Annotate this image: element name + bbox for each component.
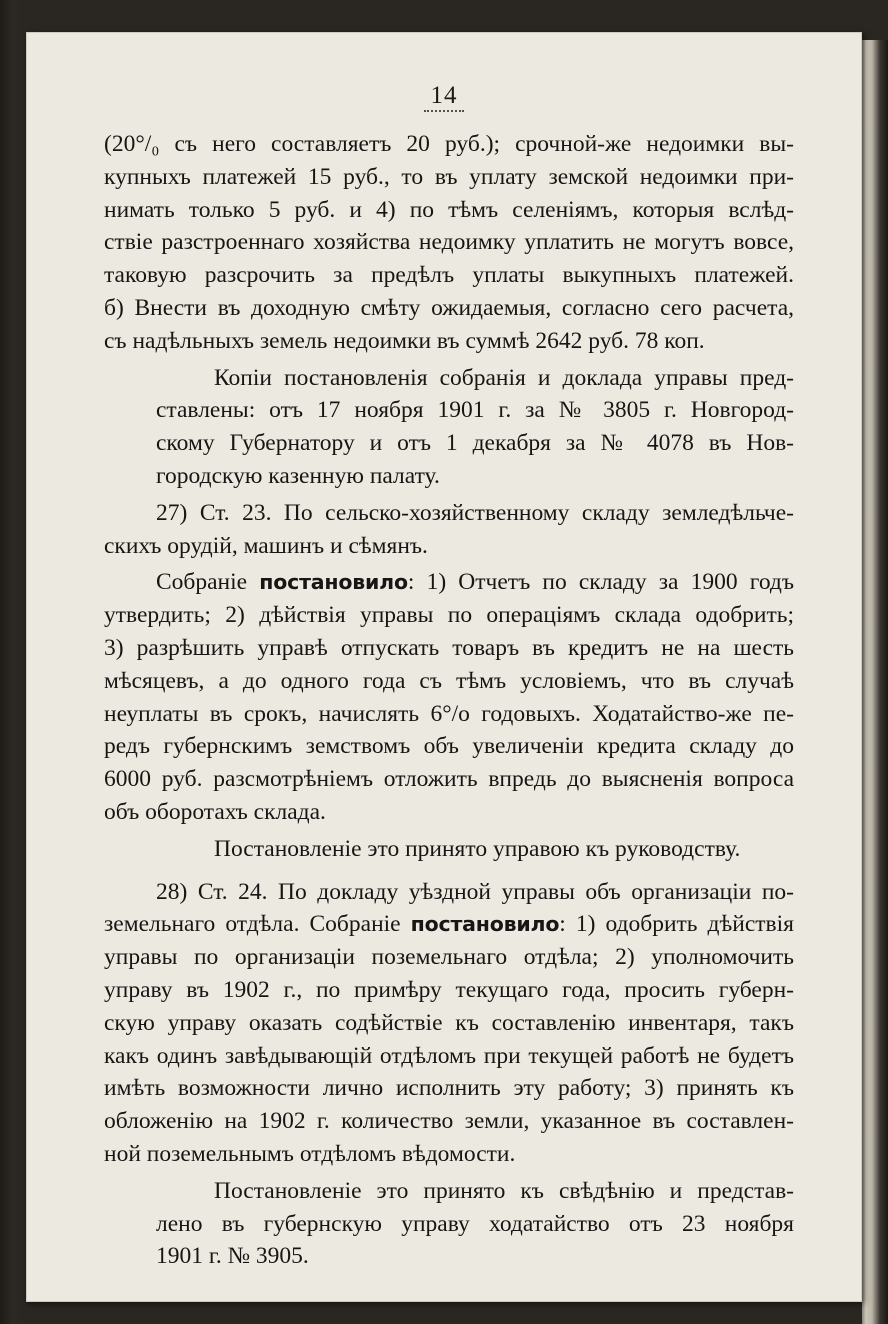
text-line: какъ одинъ завѣдывающій отдѣломъ при текущей работѣ не будетъ <box>104 1042 794 1069</box>
text-line: таковую разсрочить за предѣлъ уплаты выкупныхъ платежей. <box>104 262 794 289</box>
paragraph-continued <box>104 128 794 358</box>
text-line: Постановленіе это принято къ свѣдѣнію и представ- <box>214 1177 794 1204</box>
paragraph-accepted-28 <box>104 1175 794 1273</box>
paragraph-resolution-27 <box>104 566 794 828</box>
text-line: неуплаты въ срокъ, начислять 6°/о годовыхъ. Ходатайство-же пе- <box>104 700 794 727</box>
text-line: Копіи постановленія собранія и доклада управы пред- <box>214 364 794 391</box>
text-line: ной поземельнымъ отдѣломъ вѣдомости. <box>104 1140 516 1167</box>
text-line: 27) Ст. 23. По сельско-хозяйственному складу земледѣльче- <box>156 499 794 526</box>
text-line: (20°/₀ съ него составляетъ 20 руб.); срочной-же недоимки вы- <box>104 131 794 157</box>
text-line: имѣть возможности лично исполнить эту работу; 3) принять къ <box>104 1075 794 1102</box>
text-line: нимать только 5 руб. и 4) по тѣмъ селеніямъ, которыя вслѣд- <box>104 196 794 223</box>
text-line: ставлены: отъ 17 ноября 1901 г. за № 3805 г. Новгород- <box>156 397 794 424</box>
text-fragment: : 1) одобрить дѣйствія <box>559 911 794 938</box>
text-line: объ оборотахъ склада. <box>104 798 326 825</box>
text-line: б) Внести въ доходную смѣту ожидаемыя, согласно сего расчета, <box>104 294 794 321</box>
text-line: управы по организаціи поземельнаго отдѣла; 2) уполномочить <box>104 944 794 971</box>
text-line: купныхъ платежей 15 руб., то въ уплату земской недоимки при- <box>104 163 794 190</box>
text-line: лено въ губернскую управу ходатайство отъ 23 ноября <box>156 1210 794 1237</box>
text-line: скому Губернатору и отъ 1 декабря за № 4078 въ Нов- <box>156 430 794 457</box>
text-line: Постановленіе это принято управою къ руководству. <box>214 835 741 862</box>
text-line <box>104 908 794 941</box>
text-line: 1901 г. № 3905. <box>156 1243 309 1270</box>
text-line: скую управу оказать содѣйствіе къ составленію инвентаря, такъ <box>104 1009 794 1036</box>
text-line <box>104 566 794 599</box>
text-line: 28) Ст. 24. По докладу уѣздной управы объ организаціи по- <box>156 878 794 905</box>
page-edge <box>862 40 888 1324</box>
text-line: обложенію на 1902 г. количество земли, указанное въ составлен- <box>104 1108 794 1135</box>
text-line: 3) разрѣшить управѣ отпускать товаръ въ кредитъ не на шесть <box>104 634 794 661</box>
page-number-underline <box>424 110 464 112</box>
bold-term: постановило <box>410 912 560 937</box>
paragraph-copies <box>104 362 794 493</box>
text-fragment: Собраніе <box>156 569 248 596</box>
text-line: редъ губернскимъ земствомъ объ увеличеніи кредита складу до <box>104 733 794 760</box>
bold-term: постановило <box>259 570 408 595</box>
paragraph-article-28 <box>104 876 794 1171</box>
paragraph-accepted-27 <box>104 833 794 866</box>
text-fragment: : 1) Отчетъ по складу за 1900 годъ <box>407 569 794 596</box>
text-line: съ надѣльныхъ земель недоимки въ суммѣ 2642 руб. 78 коп. <box>104 327 705 354</box>
text-line: мѣсяцевъ, а до одного года съ тѣмъ условіемъ, что въ случаѣ <box>104 667 794 694</box>
text-line: управу въ 1902 г., по примѣру текущаго года, просить губерн- <box>104 976 794 1003</box>
text-line: ствіе разстроеннаго хозяйства недоимку уплатить не могутъ вовсе, <box>104 229 794 256</box>
paragraph-article-27 <box>104 497 794 563</box>
text-line: городскую казенную палату. <box>156 462 440 489</box>
document-body <box>104 128 794 1273</box>
text-line: скихъ орудій, машинъ и сѣмянъ. <box>104 532 428 559</box>
text-line: утвердить; 2) дѣйствія управы по операціямъ склада одобрить; <box>104 602 794 629</box>
text-fragment: земельнаго отдѣла. Собраніе <box>104 911 401 938</box>
page-number: 14 <box>430 82 458 109</box>
text-line: 6000 руб. разсмотрѣніемъ отложить впредь до выясненія вопроса <box>104 766 794 793</box>
